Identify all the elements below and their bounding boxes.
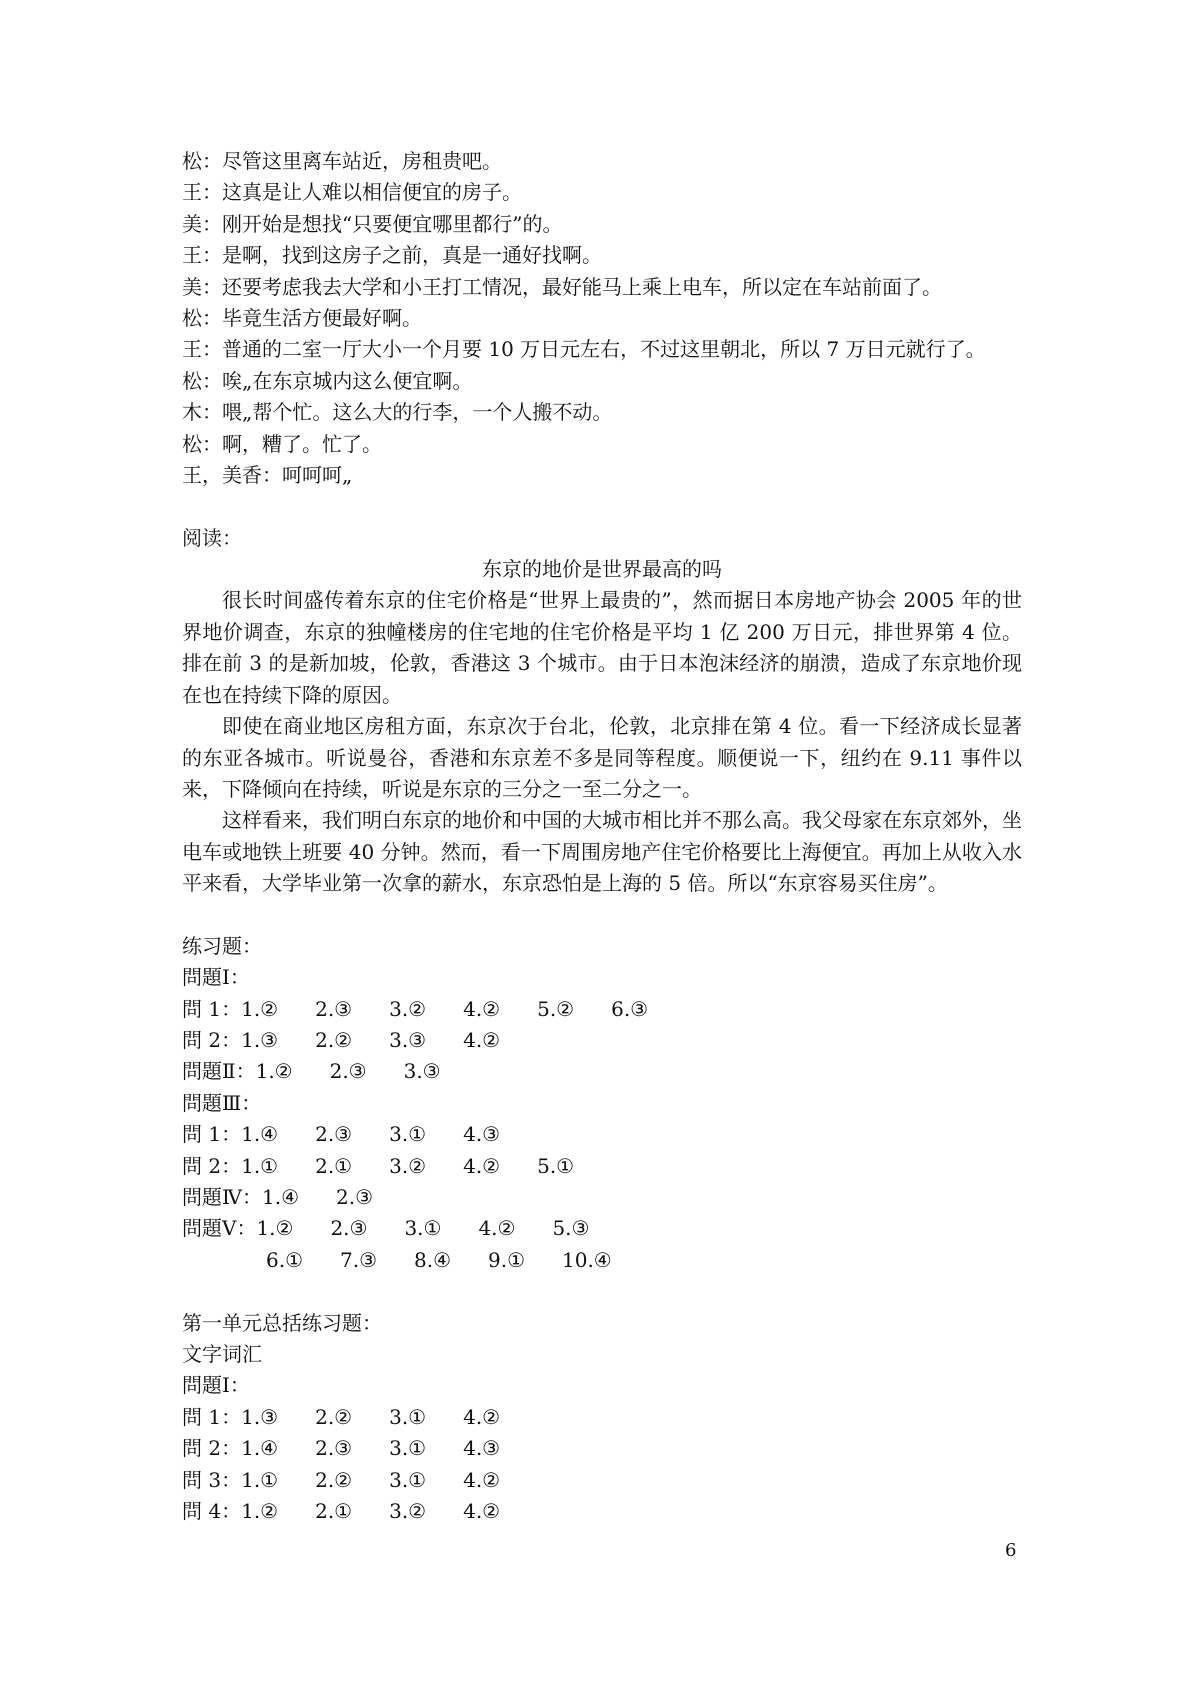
answer-item: 3.③ <box>403 1059 441 1084</box>
answer-row <box>182 1213 1022 1244</box>
answer-item: 8.④ <box>414 1247 452 1272</box>
answer-item: 3.③ <box>389 1028 427 1053</box>
answer-item: 3.① <box>389 1404 427 1429</box>
answer-row-label: 問 3： <box>182 1467 242 1492</box>
question-heading: 問題Ⅲ： <box>182 1090 262 1115</box>
answer-row <box>182 1119 1022 1150</box>
dialogue <box>182 146 1022 491</box>
answer-item: 5.② <box>537 996 575 1021</box>
dialogue-line: 美：还要考虑我去大学和小王打工情况，最好能马上乘上电车，所以定在车站前面了。 <box>182 274 942 299</box>
dialogue-line: 松：尽管这里离车站近，房租贵吧。 <box>182 149 502 173</box>
answer-item: 9.① <box>488 1247 526 1272</box>
answer-item: 2.③ <box>329 1059 367 1084</box>
answer-item: 1.④ <box>241 1122 279 1147</box>
reading-section <box>182 523 1022 900</box>
answer-row <box>182 1496 1022 1527</box>
answer-item: 1.② <box>256 1216 294 1241</box>
page-number: 6 <box>1005 1540 1017 1561</box>
answer-item: 7.③ <box>340 1247 378 1272</box>
dialogue-line: 王：是啊，找到这房子之前，真是一通好找啊。 <box>182 243 602 268</box>
answer-item: 3.① <box>404 1216 442 1241</box>
answer-row-label: 問 1： <box>182 1122 242 1147</box>
answer-item: 4.② <box>463 996 501 1021</box>
answer-item: 3.① <box>389 1467 427 1492</box>
answer-item: 2.③ <box>330 1216 368 1241</box>
dialogue-line: 木：喂„帮个忙。这么大的行李，一个人搬不动。 <box>182 400 613 425</box>
answer-item: 4.② <box>463 1498 501 1523</box>
answer-item: 4.② <box>478 1216 516 1241</box>
question-heading: 問題Ⅰ： <box>182 965 250 990</box>
reading-label: 阅读： <box>182 525 242 550</box>
answer-item: 1.④ <box>241 1436 279 1461</box>
answer-row <box>182 1025 1022 1056</box>
answer-item: 1.② <box>241 1498 279 1523</box>
reading-title: 东京的地价是世界最高的吗 <box>482 557 722 582</box>
answer-item: 3.① <box>389 1436 427 1461</box>
answer-row-label: 問 2： <box>182 1153 242 1178</box>
answer-item: 10.④ <box>562 1247 612 1272</box>
answer-item: 4.③ <box>463 1436 501 1461</box>
answer-row-label: 問 1： <box>182 996 242 1021</box>
answer-item: 3.② <box>389 1498 427 1523</box>
answer-item: 4.② <box>463 1028 501 1053</box>
dialogue-line: 王：这真是让人难以相信便宜的房子。 <box>182 180 522 205</box>
dialogue-line: 松：唉„在东京城内这么便宜啊。 <box>182 368 473 393</box>
answer-item: 4.② <box>463 1153 501 1178</box>
answer-item: 1.① <box>241 1153 279 1178</box>
answer-row-label: 問 2： <box>182 1436 242 1461</box>
answer-item: 2.① <box>315 1153 353 1178</box>
answer-item: 1.③ <box>241 1028 279 1053</box>
answer-row-label: 問 4： <box>182 1498 242 1523</box>
document-page <box>182 146 1022 1527</box>
dialogue-line: 松：啊，糟了。忙了。 <box>182 431 382 456</box>
answer-item: 3.① <box>389 1122 427 1147</box>
answer-row-label: 問題Ⅳ： <box>182 1185 262 1210</box>
answer-item: 2.② <box>315 1404 353 1429</box>
answer-item: 1.① <box>241 1467 279 1492</box>
exercises-section <box>182 931 1022 1276</box>
answer-item: 5.① <box>537 1153 575 1178</box>
unit1-label: 第一单元总括练习题： <box>182 1310 382 1335</box>
unit1-subheading: 文字词汇 <box>182 1342 262 1366</box>
answer-row <box>182 1151 1022 1182</box>
answer-item: 2.③ <box>315 996 353 1021</box>
answer-row <box>182 1056 1022 1087</box>
answer-item: 4.③ <box>463 1122 501 1147</box>
answer-item: 2.③ <box>315 1122 353 1147</box>
answer-row-label: 問題Ⅱ： <box>182 1059 256 1084</box>
answer-item: 4.② <box>463 1404 501 1429</box>
answer-item: 1.② <box>241 996 279 1021</box>
answer-row <box>182 1433 1022 1464</box>
answer-item: 1.② <box>255 1059 293 1084</box>
answer-row <box>182 1465 1022 1496</box>
answer-row <box>182 1245 1022 1276</box>
answer-item: 4.② <box>463 1467 501 1492</box>
reading-paragraph: 很长时间盛传着东京的住宅价格是“世界上最贵的”，然而据日本房地产协会 2005 年的世界地价调查，东京的独幢楼房的住宅地的住宅价格是平均 1 亿 200 万日元，排世界第 4 位。排在前 3 的是新加坡，伦敦，香港这 3 个城市。由于日本泡沫经济的崩溃，造成了东京地价现在也在持续下降的原因。 <box>182 588 1022 707</box>
answer-item: 1.④ <box>261 1185 299 1210</box>
answer-item: 5.③ <box>552 1216 590 1241</box>
dialogue-line: 美：刚开始是想找“只要便宜哪里都行”的。 <box>182 211 563 236</box>
answer-item: 6.③ <box>611 996 649 1021</box>
answer-item: 3.② <box>389 1153 427 1178</box>
answer-item: 3.② <box>389 996 427 1021</box>
exercises-label: 练习题： <box>182 933 262 958</box>
unit1-section <box>182 1308 1022 1528</box>
answer-item: 2.③ <box>315 1436 353 1461</box>
answer-row <box>182 1402 1022 1433</box>
answer-row-label: 問 2： <box>182 1028 242 1053</box>
dialogue-line: 王：普通的二室一厅大小一个月要 10 万日元左右，不过这里朝北，所以 7 万日元就行了。 <box>182 337 986 362</box>
answer-row-label: 問題Ⅴ： <box>182 1216 257 1241</box>
answer-item: 2.③ <box>335 1185 373 1210</box>
dialogue-line: 王，美香：呵呵呵„ <box>182 462 353 487</box>
answer-row <box>182 994 1022 1025</box>
question-heading: 問題Ⅰ： <box>182 1373 250 1398</box>
answer-row-label: 問 1： <box>182 1404 242 1429</box>
reading-paragraph: 即使在商业地区房租方面，东京次于台北，伦敦，北京排在第 4 位。看一下经济成长显著的东亚各城市。听说曼谷，香港和东京差不多是同等程度。顺便说一下，纽约在 9.11 事件以来，下降倾向在持续，听说是东京的三分之一至二分之一。 <box>182 714 1022 801</box>
reading-paragraph: 这样看来，我们明白东京的地价和中国的大城市相比并不那么高。我父母家在东京郊外，坐电车或地铁上班要 40 分钟。然而，看一下周围房地产住宅价格要比上海便宜。再加上从收入水平来看，大学毕业第一次拿的薪水，东京恐怕是上海的 5 倍。所以“东京容易买住房”。 <box>182 808 1022 896</box>
dialogue-line: 松：毕竟生活方便最好啊。 <box>182 305 422 330</box>
answer-item: 2.② <box>315 1028 353 1053</box>
answer-item: 2.① <box>315 1498 353 1523</box>
answer-item: 1.③ <box>241 1404 279 1429</box>
answer-item: 6.① <box>266 1247 304 1272</box>
answer-row <box>182 1182 1022 1213</box>
answer-item: 2.② <box>315 1467 353 1492</box>
